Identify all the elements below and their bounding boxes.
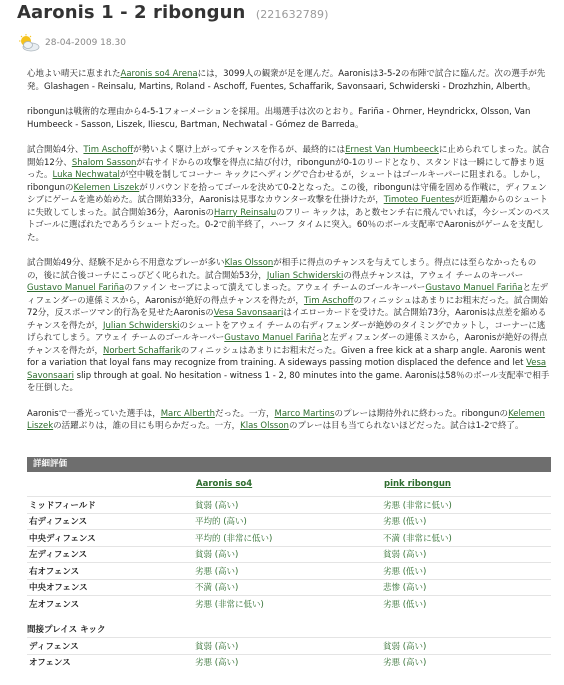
- player-link[interactable]: Norbert Schaffarik: [103, 345, 181, 356]
- report-text: には，3099人の観衆が足を運んだ。Aaronisは3-5-2の布陣で試合に臨んだ。次の選手が先発。Glashagen - Reinsalu, Martins, Roland - Aschoff, Fuentes, Schaffarik, Savonsaari, Schwiderski - Drozhzhin, Alberth。: [27, 69, 546, 92]
- player-link[interactable]: Julian Schwiderski: [266, 270, 344, 281]
- report-text: 心地よい晴天に恵まれた: [27, 69, 121, 79]
- rating-category: 左ディフェンス: [27, 546, 195, 563]
- report-text: Aaronisで一番光っていた選手は，: [27, 408, 161, 419]
- rating-team1-value: 貧弱 (高い): [195, 497, 383, 514]
- report-text: のフィニッシュはあまりにお粗末だった。Given a free kick at a sharp angle. Aaronis went for a variation that loyal fans may recognize from training. A sideways passing motion displaced the defence and let: [27, 345, 546, 368]
- rating-team1-value: 貧弱 (高い): [195, 638, 383, 655]
- rating-team1-value: 劣悪 (高い): [195, 654, 383, 670]
- player-link[interactable]: Vesa Savonsaari: [213, 308, 284, 318]
- report-text: のプレーは期待外れに終わった。ribongunの: [334, 408, 509, 419]
- report-text: だった。一方，: [214, 408, 275, 419]
- rating-category: ミッドフィールド: [27, 497, 195, 514]
- player-link[interactable]: Julian Schwiderski: [103, 320, 180, 331]
- rating-row: [27, 513, 551, 530]
- match-report: [27, 68, 551, 446]
- rating-team2-value: 劣悪 (低い): [383, 513, 551, 530]
- rating-team1-value: 劣悪 (非常に低い): [195, 596, 383, 612]
- report-paragraph-lineups: [27, 68, 551, 93]
- rating-category: オフェンス: [27, 654, 195, 670]
- player-link[interactable]: Ernest Van Humbeeck: [345, 145, 439, 155]
- report-text: のプレーは目も当てられないほどだった。試合は1-2で終了。: [288, 421, 524, 431]
- rating-category: ディフェンス: [27, 638, 195, 655]
- match-date: 28-04-2009 18.30: [45, 38, 126, 48]
- team2-link[interactable]: pink ribongun: [384, 479, 451, 489]
- team1-link[interactable]: Aaronis so4: [196, 479, 253, 489]
- report-text: のフィニッシュはあまりにお粗末だった。試合開始72分，反スポーツマン的行為を見せたAaronisの: [27, 295, 548, 318]
- rating-category: 右オフェンス: [27, 563, 195, 580]
- rating-team2-value: 貧弱 (高い): [383, 546, 551, 563]
- report-text: はイエローカードを受けた。試合開始73分，Aaronisは点差を縮めるチャンスを得たが，: [27, 308, 547, 331]
- report-text: が近距離からのシュートに失敗してしまった。試合開始36分，Aaronisの: [27, 195, 548, 218]
- player-link[interactable]: Shalom Sasson: [71, 157, 137, 168]
- report-text: slip through at goal. No hesitation - witness 1 - 2, 80 minutes into the game. Aaronisは58％のボール支配率で相手を圧倒した。: [27, 370, 550, 393]
- player-link[interactable]: Klas Olsson: [240, 421, 289, 431]
- player-link[interactable]: Marc Alberth: [160, 408, 215, 419]
- rating-row: [27, 638, 551, 655]
- report-text: が相手に得点のチャンスを与えてしまう。得点には至らなかったものの，後に試合後コーチにこっぴどく叱られた。試合開始53分，: [27, 258, 537, 281]
- rating-team2-value: 貧弱 (高い): [383, 638, 551, 655]
- rating-team2-value: 悲惨 (高い): [383, 579, 551, 596]
- report-text: 試合開始49分、経験不足から不用意なプレーが多い: [27, 258, 225, 268]
- ratings-corner: [27, 472, 195, 497]
- player-link[interactable]: Vesa Savonsaari: [27, 358, 547, 381]
- player-link[interactable]: Gustavo Manuel Fariña: [425, 283, 523, 293]
- report-text: のシュートをアウェイ チームの右ディフェンダーが絶妙のタイミングでカットし，コーナーに逃げられてしまう。アウェイ チームのゴールキーパー: [27, 320, 546, 343]
- match-title-text: Aaronis 1 - 2 ribongun: [17, 2, 246, 23]
- player-link[interactable]: Tim Aschoff: [303, 295, 354, 306]
- detailed-ratings: [27, 457, 551, 670]
- rating-team2-value: 不満 (非常に低い): [383, 530, 551, 547]
- indirect-section-row: [27, 612, 551, 638]
- player-link[interactable]: Gustavo Manuel Fariña: [27, 283, 125, 293]
- player-link[interactable]: Klas Olsson: [224, 258, 274, 268]
- player-link[interactable]: Kelemen Liszek: [73, 182, 140, 193]
- report-paragraph-second-half: [27, 257, 551, 395]
- rating-team1-value: 不満 (高い): [195, 579, 383, 596]
- rating-category: 左オフェンス: [27, 596, 195, 612]
- player-link[interactable]: Harry Reinsalu: [214, 207, 277, 218]
- rating-team1-value: 貧弱 (高い): [195, 546, 383, 563]
- partly-sunny-icon: [17, 34, 41, 52]
- rating-team2-value: 劣悪 (非常に低い): [383, 497, 551, 514]
- ratings-team2: [383, 472, 551, 497]
- ratings-header: 詳細評価: [27, 457, 551, 472]
- player-link[interactable]: Kelemen Liszek: [27, 408, 545, 431]
- venue-link[interactable]: Aaronis so4 Arena: [120, 69, 198, 79]
- match-title: [17, 2, 557, 23]
- rating-row: [27, 530, 551, 547]
- rating-category: 中央ディフェンス: [27, 530, 195, 547]
- rating-category: 右ディフェンス: [27, 513, 195, 530]
- ratings-team-row: [27, 472, 551, 497]
- report-paragraph-first-half: [27, 144, 551, 244]
- report-text: と左ディフェンダーの連係ミスから，Aaronisが絶好の得点チャンスを得たが，: [27, 333, 548, 356]
- player-link[interactable]: Marco Martins: [274, 408, 335, 419]
- rating-team2-value: 劣悪 (低い): [383, 563, 551, 580]
- rating-team1-value: 平均的 (非常に低い): [195, 530, 383, 547]
- report-text: が勢いよく駆け上がってチャンスを作るが、最終的には: [133, 145, 346, 155]
- indirect-section-title: 間接プレイス キック: [27, 625, 106, 636]
- rating-team2-value: 劣悪 (高い): [383, 654, 551, 670]
- report-text: の活躍ぶりは，誰の目にも明らかだった。一方，: [53, 421, 241, 431]
- rating-row: [27, 596, 551, 612]
- ratings-team1: [195, 472, 383, 497]
- report-paragraph-summary: [27, 408, 551, 433]
- rating-row: [27, 497, 551, 514]
- player-link[interactable]: Tim Aschoff: [83, 145, 134, 155]
- report-text: に止められてしまった。試合開始12分、: [27, 145, 550, 168]
- rating-row: [27, 579, 551, 596]
- player-link[interactable]: Gustavo Manuel Fariña: [224, 333, 322, 343]
- rating-team1-value: 劣悪 (高い): [195, 563, 383, 580]
- rating-team2-value: 劣悪 (低い): [383, 596, 551, 612]
- report-text: のファイン セーブによって潰えてしまった。アウェイ チームのゴールキーパー: [124, 283, 426, 293]
- rating-category: 中央オフェンス: [27, 579, 195, 596]
- report-paragraph-away-lineup: ribongunは戦術的な理由から4-5-1フォーメーションを採用。出場選手は次のとおり。Fariña - Ohrner, Heyndrickx, Olsson, Van Humbeeck - Sasson, Liszek, Iliescu, Bartman, Nechwatal - Gómez de Barreda。: [27, 107, 531, 130]
- rating-row: [27, 563, 551, 580]
- report-text: と左ディフェンダーの連係ミスから，Aaronisが絶好の得点チャンスを得たが，: [27, 283, 549, 306]
- report-text: のフリー キックは，あと数センチ右に飛んでいれば，今シーズンのベストゴールに選ばれたであろうシュートだった。0-2で前半終了，ハーフ タイムに突入。60％のボール支配率でAaronisがゲームを支配した。: [27, 207, 550, 243]
- ratings-table: [27, 472, 551, 670]
- rating-team1-value: 平均的 (高い): [195, 513, 383, 530]
- report-text: が右サイドからの攻撃を得点に結び付け，ribongunが0-1のリードとなり、スタンドは一瞬にして静まり返った。: [27, 157, 545, 180]
- report-text: の得点チャンスは，アウェイ チームのキーパー: [343, 270, 524, 281]
- match-header: [17, 2, 557, 23]
- rating-row: [27, 654, 551, 670]
- match-id: (221632789): [255, 8, 329, 21]
- report-text: がリバウンドを拾ってゴールを決めて0-2となった。この後，ribongunは守備を固める作戦に，ディフェンシブにゲームを進め始めた。試合開始33分，Aaronisは見事なカウンター攻撃を仕掛けたが，: [27, 182, 547, 205]
- report-text: 試合開始4分、: [27, 145, 84, 155]
- rating-row: [27, 546, 551, 563]
- match-meta: [17, 34, 126, 52]
- player-link[interactable]: Timoteo Fuentes: [383, 195, 455, 205]
- player-link[interactable]: Luka Nechwatal: [52, 170, 120, 180]
- report-text: が空中戦を制してコーナー キックにヘディングで合わせるが，シュートはゴールキーパーに阻まれる。しかし，ribongunの: [27, 170, 546, 193]
